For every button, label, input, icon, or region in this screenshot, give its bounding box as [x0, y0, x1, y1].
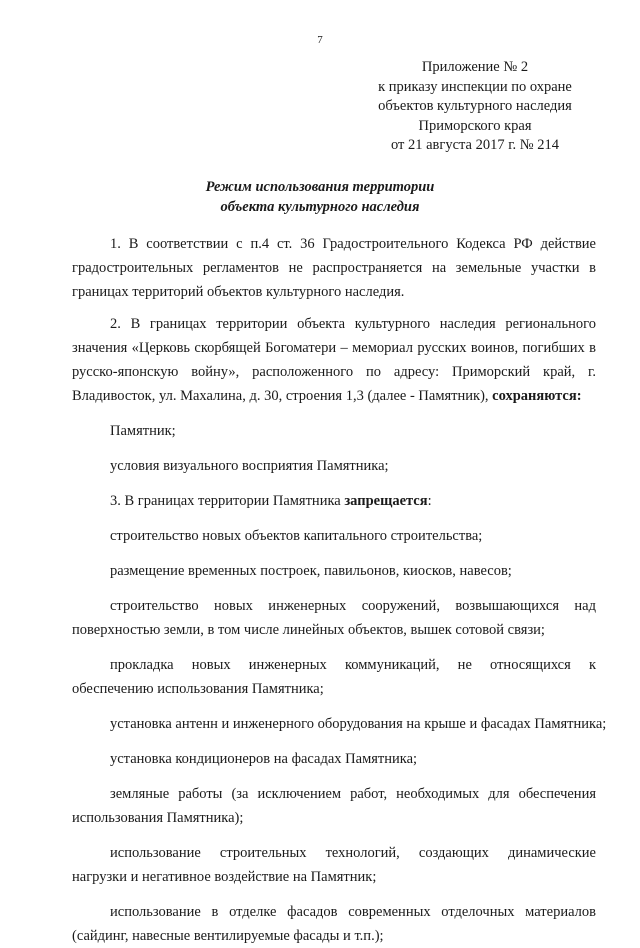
- ban-item-4: [72, 653, 596, 701]
- ban-item-8: [72, 841, 596, 889]
- ban-item-3-line-1: строительство новых инженерных сооружений, возвышающихся над: [110, 598, 596, 614]
- appendix-line-3: объектов культурного наследия: [378, 98, 572, 114]
- ban-item-9-line-1: использование в отделке фасадов современных отделочных материалов: [110, 904, 596, 920]
- ban-item-1: строительство новых объектов капитального строительства;: [110, 528, 483, 544]
- ban-item-3: [72, 594, 596, 642]
- ban-item-7-line-2: использования Памятника);: [72, 810, 244, 826]
- appendix-line-2: к приказу инспекции по охране: [378, 78, 572, 95]
- document-title: [0, 177, 640, 217]
- keep-item-1: Памятник;: [110, 423, 176, 439]
- paragraph-2-text: 2. В границах территории объекта культурного наследия регионального значения «Церковь скорбящей Богоматери – мемориал русских воинов, погибших в русско-японскую войну», расположенного по адресу: Приморский край, г. Владивосток, ул. Махалина, д. 30, строения 1,3 (далее - Памятник),: [72, 316, 596, 404]
- ban-item-8-line-2: нагрузки и негативное воздействие на Памятник;: [72, 869, 377, 885]
- ban-item-9-line-2: (сайдинг, навесные вентилируемые фасады и т.п.);: [72, 928, 384, 944]
- paragraph-3: [72, 489, 596, 513]
- paragraph-2-bold: сохраняются:: [492, 388, 582, 404]
- paragraph-3-bold: запрещается: [344, 493, 428, 509]
- ban-item-7: [72, 782, 596, 830]
- ban-item-8-line-1: использование строительных технологий, создающих динамические: [110, 845, 596, 861]
- appendix-line-5: от 21 августа 2017 г. № 214: [390, 137, 560, 153]
- appendix-block: [345, 58, 605, 156]
- document-body: [72, 232, 607, 948]
- title-line-1: Режим использования территории: [205, 179, 435, 195]
- paragraph-1: 1. В соответствии с п.4 ст. 36 Градостроительного Кодекса РФ действие градостроительных регламентов не распространяется на земельные участки в границах территорий объектов культурного наследия.: [72, 236, 596, 300]
- ban-item-5: установка антенн и инженерного оборудования на крыше и фасадах Памятника;: [110, 716, 607, 732]
- paragraph-3-colon: :: [427, 493, 432, 509]
- ban-item-3-line-2: поверхностью земли, в том числе линейных объектов, вышек сотовой связи;: [72, 622, 545, 638]
- ban-item-6: установка кондиционеров на фасадах Памятника;: [110, 751, 418, 767]
- ban-item-7-line-1: земляные работы (за исключением работ, необходимых для обеспечения: [110, 786, 596, 802]
- title-line-2: объекта культурного наследия: [220, 199, 420, 215]
- page-number: 7: [317, 34, 323, 46]
- paragraph-2: [72, 312, 596, 408]
- keep-item-2: условия визуального восприятия Памятника;: [110, 458, 389, 474]
- ban-item-4-line-1: прокладка новых инженерных коммуникаций, не относящихся к: [110, 657, 596, 673]
- appendix-line-1: Приложение № 2: [421, 59, 529, 75]
- ban-item-2: размещение временных построек, павильонов, киосков, навесов;: [110, 563, 512, 579]
- appendix-line-4: Приморского края: [418, 117, 532, 134]
- ban-item-4-line-2: обеспечению использования Памятника;: [72, 681, 324, 697]
- ban-item-9: [72, 900, 596, 948]
- paragraph-3-text: 3. В границах территории Памятника: [110, 493, 341, 509]
